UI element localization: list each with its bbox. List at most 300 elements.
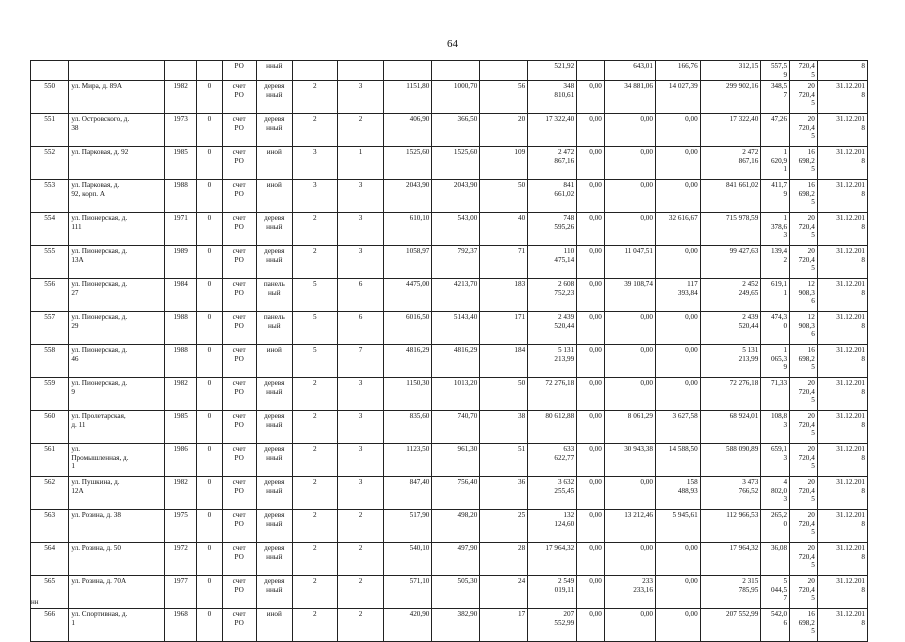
table-cell: 20 720,4 5 <box>790 543 818 576</box>
table-cell: 0,00 <box>655 312 700 345</box>
table-cell: 720,4 5 <box>790 61 818 81</box>
table-cell: 108,8 3 <box>761 411 790 444</box>
table-cell: деревя нный <box>256 510 292 543</box>
table-cell: 80 612,88 <box>528 411 577 444</box>
table-cell: иной <box>256 147 292 180</box>
table-cell: 2 <box>337 609 384 642</box>
table-cell: 2 <box>292 609 337 642</box>
table-cell: ул. Островского, д. 38 <box>69 114 165 147</box>
page-number: 64 <box>447 38 458 50</box>
table-cell: счет РО <box>222 312 256 345</box>
table-cell: 2043,90 <box>384 180 432 213</box>
table-cell: 0,00 <box>655 147 700 180</box>
table-cell: 30 943,38 <box>604 444 655 477</box>
table-cell: иной <box>256 345 292 378</box>
table-cell: 265,2 0 <box>761 510 790 543</box>
table-cell: 0,00 <box>604 114 655 147</box>
table-cell: 0,00 <box>577 81 605 114</box>
table-cell: 1525,60 <box>384 147 432 180</box>
table-cell: 0 <box>197 378 223 411</box>
table-cell: 2 <box>292 510 337 543</box>
table-cell: ул. Промышленная, д. 1 <box>69 444 165 477</box>
table-row <box>31 246 868 279</box>
table-cell: 17 <box>480 609 528 642</box>
table-cell: 560 <box>31 411 69 444</box>
table-cell: 562 <box>31 477 69 510</box>
table-cell: 4816,29 <box>432 345 480 378</box>
table-cell: 20 720,4 5 <box>790 378 818 411</box>
table-row <box>31 279 868 312</box>
table-cell: 557 <box>31 312 69 345</box>
table-cell: 0,00 <box>604 345 655 378</box>
table-cell: 3 <box>337 180 384 213</box>
table-cell <box>292 61 337 81</box>
table-cell: 3 473 766,52 <box>700 477 761 510</box>
table-cell: 31.12.201 8 <box>817 477 867 510</box>
table-cell: 20 <box>480 114 528 147</box>
table-cell: деревя нный <box>256 213 292 246</box>
table-cell: 31.12.201 8 <box>817 81 867 114</box>
table-cell: 540,10 <box>384 543 432 576</box>
table-cell: 559 <box>31 378 69 411</box>
table-cell: 32 616,67 <box>655 213 700 246</box>
table-row <box>31 444 868 477</box>
table-cell: 6 <box>337 312 384 345</box>
table-cell: 1985 <box>165 147 197 180</box>
table-cell: 20 720,4 5 <box>790 246 818 279</box>
table-cell: 109 <box>480 147 528 180</box>
table-cell: 2 439 520,44 <box>528 312 577 345</box>
table-cell: деревя нный <box>256 543 292 576</box>
table-cell: 31.12.201 8 <box>817 213 867 246</box>
table-cell: ул. Пушкина, д. 12А <box>69 477 165 510</box>
table-cell: деревя нный <box>256 378 292 411</box>
footer-mark: нн <box>31 598 39 606</box>
table-cell: 31.12.201 8 <box>817 147 867 180</box>
table-cell: 4213,70 <box>432 279 480 312</box>
table-cell: 72 276,18 <box>700 378 761 411</box>
table-cell: 0,00 <box>655 345 700 378</box>
table-cell: 3 <box>292 147 337 180</box>
table-cell: 2 <box>337 543 384 576</box>
table-cell: 0,00 <box>604 147 655 180</box>
table-cell: 1982 <box>165 477 197 510</box>
table-cell: 2 <box>292 378 337 411</box>
table-cell: деревя нный <box>256 411 292 444</box>
table-cell: 4475,00 <box>384 279 432 312</box>
table-cell: ул. Розина, д. 50 <box>69 543 165 576</box>
table-cell: 1968 <box>165 609 197 642</box>
table-row <box>31 147 868 180</box>
table-cell: 12 908,3 6 <box>790 279 818 312</box>
table-cell: 0 <box>197 609 223 642</box>
table-cell: 2 <box>292 81 337 114</box>
table-cell: 6016,50 <box>384 312 432 345</box>
table-cell: 610,10 <box>384 213 432 246</box>
table-cell: счет РО <box>222 444 256 477</box>
table-cell: счет РО <box>222 246 256 279</box>
table-cell: 4816,29 <box>384 345 432 378</box>
table-cell <box>165 61 197 81</box>
table-cell: 139,4 2 <box>761 246 790 279</box>
table-cell: 1151,80 <box>384 81 432 114</box>
table-cell: 31.12.201 8 <box>817 246 867 279</box>
table-cell: 99 427,63 <box>700 246 761 279</box>
table-cell: 20 720,4 5 <box>790 114 818 147</box>
table-cell: 36 <box>480 477 528 510</box>
table-cell: 71 <box>480 246 528 279</box>
table-cell: 1989 <box>165 246 197 279</box>
table-cell: 16 698,2 5 <box>790 147 818 180</box>
table-cell: 2 439 520,44 <box>700 312 761 345</box>
table-cell: 1 378,6 3 <box>761 213 790 246</box>
table-cell: 2 <box>337 510 384 543</box>
table-cell: 0,00 <box>655 576 700 609</box>
table-cell: 553 <box>31 180 69 213</box>
table-cell: 20 720,4 5 <box>790 477 818 510</box>
table-cell: счет РО <box>222 81 256 114</box>
table-cell: 11 047,51 <box>604 246 655 279</box>
table-cell: 20 720,4 5 <box>790 213 818 246</box>
table-cell: 2 <box>337 576 384 609</box>
table-cell: 17 964,32 <box>528 543 577 576</box>
table-cell: 0,00 <box>577 147 605 180</box>
table-cell: ул. Пионерская, д. 13А <box>69 246 165 279</box>
table-cell: 566 <box>31 609 69 642</box>
table-cell: 841 661,02 <box>528 180 577 213</box>
table-cell: 3 632 255,45 <box>528 477 577 510</box>
table-cell: 1000,70 <box>432 81 480 114</box>
table-cell: 1525,60 <box>432 147 480 180</box>
table-cell: панель ный <box>256 279 292 312</box>
table-row <box>31 411 868 444</box>
table-cell: 117 393,84 <box>655 279 700 312</box>
table-cell: 659,1 3 <box>761 444 790 477</box>
table-cell: 16 698,2 5 <box>790 609 818 642</box>
table-cell: 112 966,53 <box>700 510 761 543</box>
table-cell: 2 549 019,11 <box>528 576 577 609</box>
table-cell: 2 <box>292 477 337 510</box>
table-cell: 3 <box>337 411 384 444</box>
table-cell: ул. Пионерская, д. 29 <box>69 312 165 345</box>
table-cell: 0,00 <box>577 246 605 279</box>
table-cell: РО <box>222 61 256 81</box>
table-cell: 564 <box>31 543 69 576</box>
table-cell: 31.12.201 8 <box>817 609 867 642</box>
table-cell: 619,1 1 <box>761 279 790 312</box>
table-cell: 0 <box>197 246 223 279</box>
table-cell: 1988 <box>165 180 197 213</box>
table-cell: 841 661,02 <box>700 180 761 213</box>
table-cell: 0 <box>197 510 223 543</box>
table-cell: 2043,90 <box>432 180 480 213</box>
table-cell: 0 <box>197 345 223 378</box>
table-cell: 31.12.201 8 <box>817 576 867 609</box>
table-cell: 0,00 <box>577 378 605 411</box>
table-cell: 0 <box>197 180 223 213</box>
table-cell: 5 <box>292 345 337 378</box>
table-cell: 0,00 <box>577 213 605 246</box>
buildings-table-container <box>30 60 868 642</box>
table-cell: 0 <box>197 81 223 114</box>
table-cell: 348 810,61 <box>528 81 577 114</box>
table-cell: 5 <box>292 279 337 312</box>
table-cell <box>384 61 432 81</box>
table-cell: 2 472 867,16 <box>700 147 761 180</box>
table-cell: 2 452 249,65 <box>700 279 761 312</box>
table-cell: 554 <box>31 213 69 246</box>
table-cell: 3 <box>337 378 384 411</box>
table-cell: 38 <box>480 411 528 444</box>
table-cell: 5143,40 <box>432 312 480 345</box>
table-cell: 0 <box>197 411 223 444</box>
table-cell <box>197 61 223 81</box>
table-cell: 17 322,40 <box>700 114 761 147</box>
table-cell: деревя нный <box>256 444 292 477</box>
table-row <box>31 510 868 543</box>
table-cell: 3 <box>337 444 384 477</box>
buildings-table <box>30 60 868 642</box>
table-cell: 542,0 6 <box>761 609 790 642</box>
table-cell: 31.12.201 8 <box>817 378 867 411</box>
table-cell: 0,00 <box>577 609 605 642</box>
table-cell: 740,70 <box>432 411 480 444</box>
table-cell: 521,92 <box>528 61 577 81</box>
table-cell: 36,08 <box>761 543 790 576</box>
table-cell: 563 <box>31 510 69 543</box>
table-cell: 556 <box>31 279 69 312</box>
table-cell: 158 488,93 <box>655 477 700 510</box>
table-cell: 557,5 9 <box>761 61 790 81</box>
table-cell: 555 <box>31 246 69 279</box>
table-cell: иной <box>256 609 292 642</box>
table-cell: счет РО <box>222 180 256 213</box>
table-cell: 2 <box>292 246 337 279</box>
table-cell: 1 <box>337 147 384 180</box>
table-cell: 20 720,4 5 <box>790 510 818 543</box>
table-cell: 24 <box>480 576 528 609</box>
table-cell: 0 <box>197 114 223 147</box>
table-cell: ул. Мира, д. 89А <box>69 81 165 114</box>
table-cell: 1971 <box>165 213 197 246</box>
table-cell: 0,00 <box>655 114 700 147</box>
table-cell: деревя нный <box>256 477 292 510</box>
table-cell: 1988 <box>165 345 197 378</box>
table-cell: 1973 <box>165 114 197 147</box>
table-cell: 0 <box>197 147 223 180</box>
table-cell: ул. Пионерская, д. 111 <box>69 213 165 246</box>
table-cell: деревя нный <box>256 81 292 114</box>
table-cell: 558 <box>31 345 69 378</box>
table-cell: 68 924,01 <box>700 411 761 444</box>
table-cell: 16 698,2 5 <box>790 180 818 213</box>
table-cell: 552 <box>31 147 69 180</box>
table-row <box>31 609 868 642</box>
table-cell: 299 902,16 <box>700 81 761 114</box>
table-cell <box>69 61 165 81</box>
table-cell: 20 720,4 5 <box>790 576 818 609</box>
table-cell: 110 475,14 <box>528 246 577 279</box>
table-cell: 20 720,4 5 <box>790 411 818 444</box>
table-cell: 0,00 <box>577 444 605 477</box>
table-cell: 16 698,2 5 <box>790 345 818 378</box>
table-cell: 847,40 <box>384 477 432 510</box>
table-cell: 13 212,46 <box>604 510 655 543</box>
table-cell: 1 620,9 1 <box>761 147 790 180</box>
table-cell: 31.12.201 8 <box>817 180 867 213</box>
table-body <box>31 61 868 642</box>
table-cell: 0,00 <box>577 510 605 543</box>
table-cell: 0,00 <box>604 213 655 246</box>
table-cell: 0,00 <box>604 378 655 411</box>
table-row <box>31 312 868 345</box>
table-cell: нный <box>256 61 292 81</box>
table-cell: 5 945,61 <box>655 510 700 543</box>
table-cell: 1972 <box>165 543 197 576</box>
table-cell: 31.12.201 8 <box>817 114 867 147</box>
table-cell: 2 <box>292 213 337 246</box>
table-cell: 1975 <box>165 510 197 543</box>
table-row <box>31 114 868 147</box>
table-cell: панель ный <box>256 312 292 345</box>
table-cell: 0,00 <box>577 477 605 510</box>
table-cell <box>432 61 480 81</box>
table-cell: счет РО <box>222 147 256 180</box>
table-row <box>31 576 868 609</box>
table-cell: счет РО <box>222 345 256 378</box>
table-cell: 5 <box>292 312 337 345</box>
table-cell: 31.12.201 8 <box>817 543 867 576</box>
table-cell: 3 <box>337 81 384 114</box>
table-cell: 1982 <box>165 378 197 411</box>
table-cell: 2 <box>337 114 384 147</box>
table-cell: 47,26 <box>761 114 790 147</box>
table-cell: ул. Парковая, д. 92, корп. А <box>69 180 165 213</box>
table-cell: 420,90 <box>384 609 432 642</box>
table-cell: 0,00 <box>604 543 655 576</box>
table-cell: 31.12.201 8 <box>817 312 867 345</box>
table-cell: 2 <box>292 411 337 444</box>
table-cell: счет РО <box>222 114 256 147</box>
table-cell: 2 <box>292 114 337 147</box>
table-cell: 166,76 <box>655 61 700 81</box>
table-cell: 748 595,26 <box>528 213 577 246</box>
table-cell: 571,10 <box>384 576 432 609</box>
table-cell: 0 <box>197 444 223 477</box>
table-cell: 0,00 <box>604 312 655 345</box>
table-cell: счет РО <box>222 213 256 246</box>
table-cell: 8 <box>817 61 867 81</box>
table-cell: 1982 <box>165 81 197 114</box>
table-cell: 3 <box>292 180 337 213</box>
table-cell: 0,00 <box>577 279 605 312</box>
table-cell: 183 <box>480 279 528 312</box>
table-cell: 633 622,77 <box>528 444 577 477</box>
table-cell: 34 881,06 <box>604 81 655 114</box>
table-cell: 25 <box>480 510 528 543</box>
table-cell: 498,20 <box>432 510 480 543</box>
table-cell: 550 <box>31 81 69 114</box>
table-cell: 5 131 213,99 <box>528 345 577 378</box>
table-cell: 3 <box>337 246 384 279</box>
table-cell: 31.12.201 8 <box>817 279 867 312</box>
table-cell <box>577 61 605 81</box>
table-cell: 1150,30 <box>384 378 432 411</box>
table-cell: 207 552,99 <box>700 609 761 642</box>
table-row <box>31 477 868 510</box>
table-cell: 7 <box>337 345 384 378</box>
table-cell: 366,50 <box>432 114 480 147</box>
table-cell: счет РО <box>222 510 256 543</box>
table-cell <box>337 61 384 81</box>
table-cell: 792,37 <box>432 246 480 279</box>
table-row <box>31 213 868 246</box>
table-cell: 0,00 <box>604 609 655 642</box>
table-cell: 3 <box>337 477 384 510</box>
table-cell: 643,01 <box>604 61 655 81</box>
table-cell: 2 <box>292 576 337 609</box>
table-cell: счет РО <box>222 477 256 510</box>
table-cell: 0,00 <box>577 345 605 378</box>
table-cell: 0,00 <box>577 114 605 147</box>
table-cell: счет РО <box>222 576 256 609</box>
table-cell: 312,15 <box>700 61 761 81</box>
table-cell: 0 <box>197 279 223 312</box>
table-cell: деревя нный <box>256 246 292 279</box>
table-cell: 1986 <box>165 444 197 477</box>
table-cell: 406,90 <box>384 114 432 147</box>
table-cell <box>480 61 528 81</box>
table-cell: 348,5 7 <box>761 81 790 114</box>
table-cell: 40 <box>480 213 528 246</box>
table-cell: 2 608 752,23 <box>528 279 577 312</box>
table-cell: 171 <box>480 312 528 345</box>
table-cell: 0,00 <box>577 180 605 213</box>
table-row <box>31 81 868 114</box>
table-cell: 233 233,16 <box>604 576 655 609</box>
table-cell: 14 588,50 <box>655 444 700 477</box>
table-cell: 31.12.201 8 <box>817 444 867 477</box>
table-cell: 72 276,18 <box>528 378 577 411</box>
table-cell: ул. Спортивная, д. 1 <box>69 609 165 642</box>
table-cell: 0 <box>197 312 223 345</box>
table-cell: 1123,50 <box>384 444 432 477</box>
table-cell: 2 315 785,95 <box>700 576 761 609</box>
table-cell: 517,90 <box>384 510 432 543</box>
table-cell: 51 <box>480 444 528 477</box>
table-row <box>31 345 868 378</box>
table-cell: 497,90 <box>432 543 480 576</box>
table-cell: 0,00 <box>655 378 700 411</box>
table-cell: 5 131 213,99 <box>700 345 761 378</box>
table-cell: 4 802,0 3 <box>761 477 790 510</box>
table-cell: деревя нный <box>256 114 292 147</box>
table-cell: 0,00 <box>577 312 605 345</box>
table-cell: 505,30 <box>432 576 480 609</box>
table-cell: 588 090,89 <box>700 444 761 477</box>
table-cell: 1013,20 <box>432 378 480 411</box>
table-cell: 8 061,29 <box>604 411 655 444</box>
table-cell: 565 <box>31 576 69 609</box>
table-cell: 756,40 <box>432 477 480 510</box>
table-cell: 2 <box>292 543 337 576</box>
table-cell: счет РО <box>222 609 256 642</box>
table-cell: 5 044,5 7 <box>761 576 790 609</box>
table-cell: ул. Пролетарская, д. 11 <box>69 411 165 444</box>
table-cell: 0,00 <box>655 543 700 576</box>
table-cell: 1977 <box>165 576 197 609</box>
table-cell: счет РО <box>222 543 256 576</box>
